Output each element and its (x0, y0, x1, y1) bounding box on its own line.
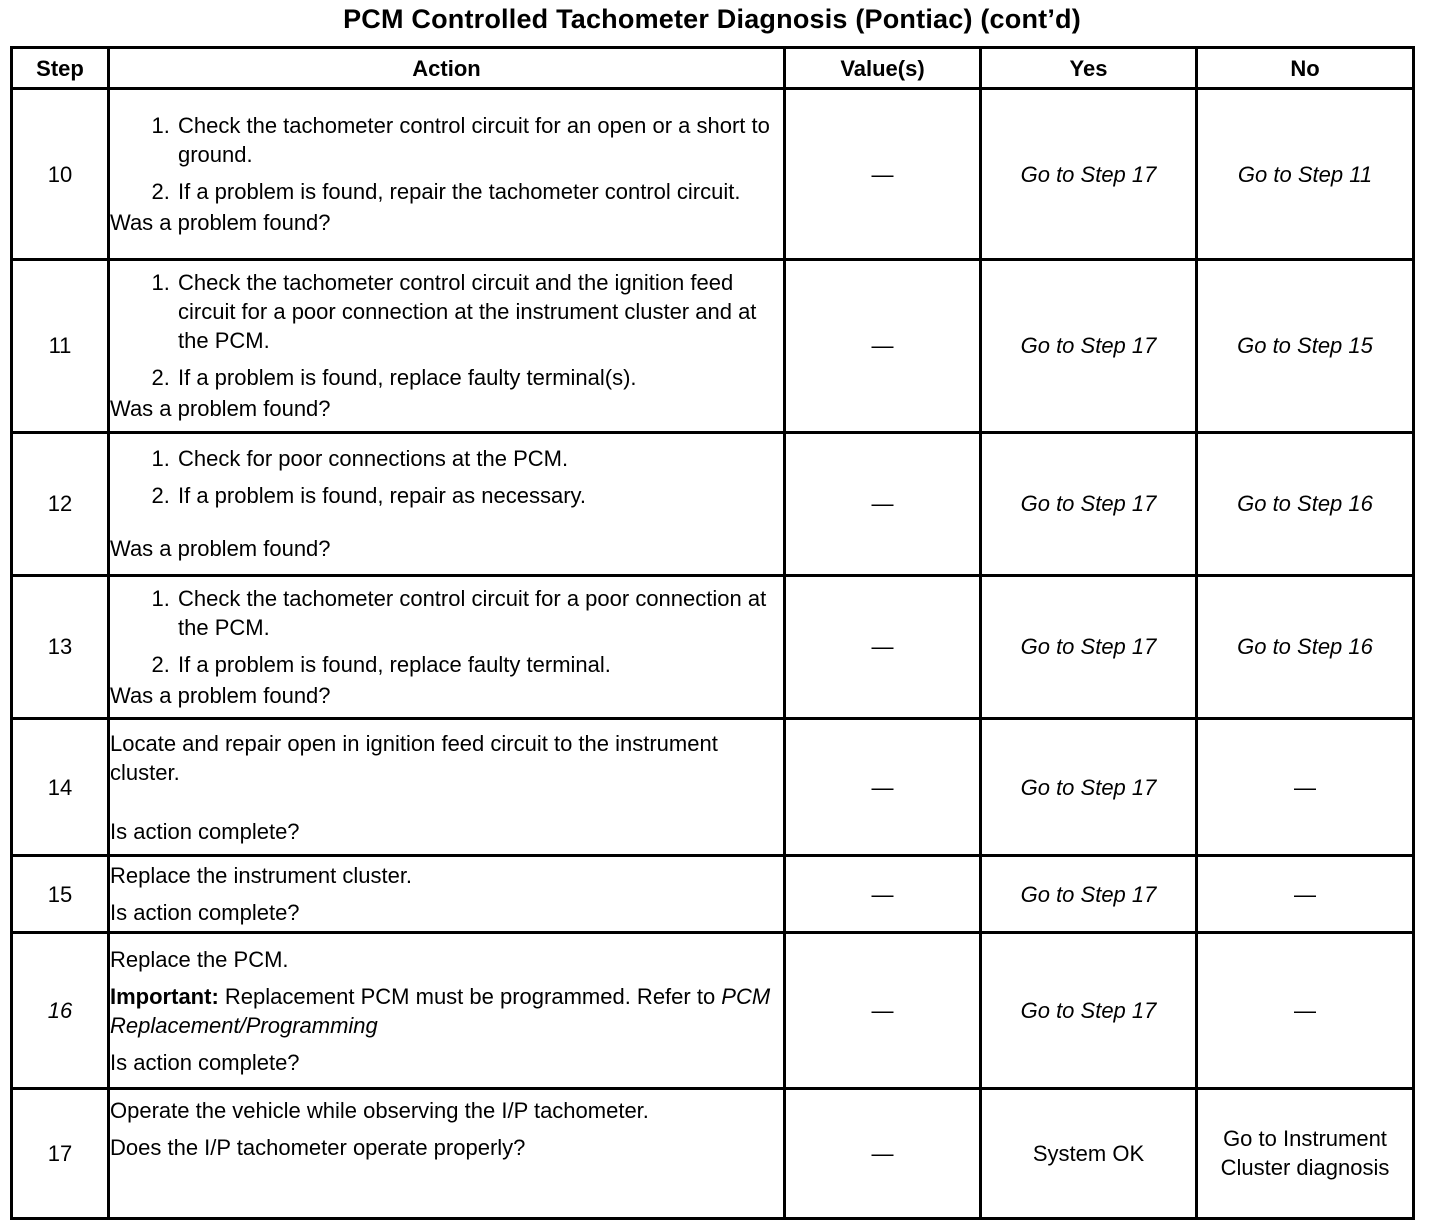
action-cell (109, 89, 785, 260)
step-number: 17 (12, 1088, 109, 1218)
action-question: Was a problem found? (110, 682, 331, 708)
action-item: 1. Check the tachometer control circuit for an open or a short to ground. (176, 111, 783, 169)
value-cell: — (785, 856, 981, 933)
no-result: Go to Instrument Cluster diagnosis (1197, 1088, 1414, 1218)
action-question: Was a problem found? (110, 396, 331, 422)
value-cell: — (785, 933, 981, 1088)
table-row (12, 856, 1414, 933)
action-question: Was a problem found? (110, 210, 331, 236)
action-question: Is action complete? (110, 900, 300, 926)
action-item: 2. If a problem is found, repair the tachometer control circuit. (176, 177, 783, 206)
yes-result: Go to Step 17 (981, 856, 1197, 933)
action-item: 2. If a problem is found, replace faulty terminal(s). (176, 363, 783, 392)
action-item: 1. Check the tachometer control circuit and the ignition feed circuit for a poor connection at the instrument cluster and at the PCM. (176, 268, 783, 355)
value-cell: — (785, 575, 981, 718)
action-item: 1. Check the tachometer control circuit for a poor connection at the PCM. (176, 584, 783, 642)
action-question: Does the I/P tachometer operate properly? (110, 1134, 526, 1160)
yes-result: Go to Step 17 (981, 933, 1197, 1088)
important-text: Replacement PCM must be programmed. Refer to (218, 983, 722, 1009)
action-text: Replace the instrument cluster. (110, 863, 413, 889)
yes-result: Go to Step 17 (981, 719, 1197, 856)
no-result: — (1197, 856, 1414, 933)
important-note (110, 982, 783, 1040)
value-cell: — (785, 1088, 981, 1218)
action-text: Operate the vehicle while observing the I/P tachometer. (110, 1097, 649, 1123)
header-action: Action (109, 48, 785, 89)
yes-result: Go to Step 17 (981, 89, 1197, 260)
no-result: — (1197, 933, 1414, 1088)
value-cell: — (785, 719, 981, 856)
table-row (12, 933, 1414, 1088)
header-step: Step (12, 48, 109, 89)
action-cell (109, 575, 785, 718)
yes-result: System OK (981, 1088, 1197, 1218)
value-cell: — (785, 260, 981, 432)
step-number: 11 (12, 260, 109, 432)
table-row (12, 575, 1414, 718)
no-result: Go to Step 15 (1197, 260, 1414, 432)
action-cell (109, 432, 785, 575)
no-result: Go to Step 16 (1197, 575, 1414, 718)
action-cell (109, 856, 785, 933)
action-question: Is action complete? (110, 818, 300, 844)
step-number: 13 (12, 575, 109, 718)
header-no: No (1197, 48, 1414, 89)
header-row (12, 48, 1414, 89)
value-cell: — (785, 432, 981, 575)
action-list (110, 111, 783, 206)
table-row (12, 89, 1414, 260)
table-row (12, 260, 1414, 432)
table-row (12, 432, 1414, 575)
no-result: — (1197, 719, 1414, 856)
no-result: Go to Step 11 (1197, 89, 1414, 260)
yes-result: Go to Step 17 (981, 575, 1197, 718)
page-title: PCM Controlled Tachometer Diagnosis (Pontiac) (cont’d) (343, 4, 1081, 34)
important-label: Important: (110, 983, 219, 1009)
yes-result: Go to Step 17 (981, 260, 1197, 432)
reference-link[interactable]: PCM Replacement/Programming (110, 983, 771, 1038)
action-text: Locate and repair open in ignition feed circuit to the instrument cluster. (110, 730, 718, 785)
diagnosis-table (10, 46, 1415, 1220)
step-number: 16 (12, 933, 109, 1088)
action-question: Was a problem found? (110, 536, 331, 562)
table-row (12, 719, 1414, 856)
action-item: 2. If a problem is found, replace faulty terminal. (176, 650, 783, 679)
no-result: Go to Step 16 (1197, 432, 1414, 575)
action-item: 1. Check for poor connections at the PCM. (176, 444, 783, 473)
step-number: 14 (12, 719, 109, 856)
yes-result: Go to Step 17 (981, 432, 1197, 575)
step-number: 15 (12, 856, 109, 933)
header-yes: Yes (981, 48, 1197, 89)
table-row (12, 1088, 1414, 1218)
header-values: Value(s) (785, 48, 981, 89)
step-number: 12 (12, 432, 109, 575)
action-cell (109, 933, 785, 1088)
value-cell: — (785, 89, 981, 260)
step-number: 10 (12, 89, 109, 260)
action-cell (109, 719, 785, 856)
action-text: Replace the PCM. (110, 946, 289, 972)
action-cell (109, 260, 785, 432)
action-list (110, 444, 783, 510)
action-question: Is action complete? (110, 1049, 300, 1075)
action-list (110, 584, 783, 679)
action-cell (109, 1088, 785, 1218)
action-item: 2. If a problem is found, repair as necessary. (176, 481, 783, 510)
action-list (110, 268, 783, 392)
